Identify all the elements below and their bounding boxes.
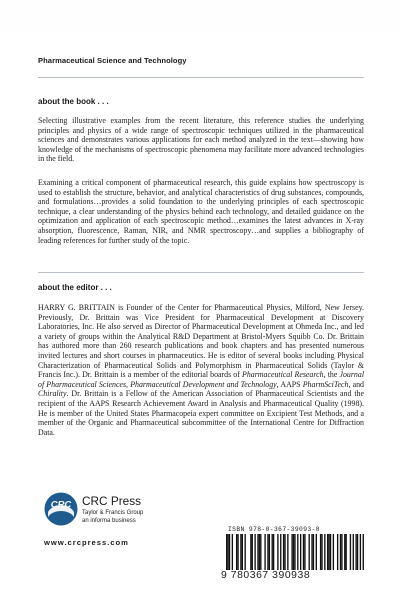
barcode-bar-26: [293, 534, 294, 570]
about-book-paragraph-1: Selecting illustrative examples from the recent literature, this reference studies the underlying principles and physics of a wide range of spectroscopic techniques utilized in the pharmaceutical sciences and demonstrates various applications for each method analyzed in the text—showing how knowledge of the mechanisms of spectroscopic phenomena may facilitate more advanced technologies in the field.: [38, 116, 364, 164]
barcode-bar-41: [330, 534, 331, 570]
barcode-bar-34: [313, 534, 314, 570]
barcode-bar-39: [327, 534, 328, 570]
barcode-bar-40: [328, 534, 329, 570]
barcode-bar-18: [272, 534, 273, 570]
divider-middle: [38, 272, 364, 273]
about-editor-heading: about the editor . . .: [38, 283, 112, 292]
barcode-bar-16: [267, 534, 268, 570]
barcode-bar-35: [316, 534, 317, 570]
publisher-website: www.crcpress.com: [44, 538, 129, 547]
barcode-bar-8: [244, 534, 245, 570]
barcode-bar-31: [304, 534, 305, 570]
editor-bio-sep-2: ,: [126, 379, 131, 389]
crc-logo-text: CRC: [50, 499, 72, 511]
barcode-bar-32: [309, 534, 310, 570]
journal-pharm-research: Pharmaceutical Research: [242, 370, 324, 380]
editor-bio-sep-3: , AAPS: [276, 379, 303, 389]
publisher-group: Taylor & Francis Group: [82, 510, 144, 516]
barcode-bar-0: [226, 534, 227, 570]
top-margin: [0, 0, 400, 30]
barcode-bar-38: [324, 534, 325, 570]
journal-pharm-sciences: Journal of Pharmaceutical Sciences: [38, 370, 365, 389]
barcode-bar-1: [227, 534, 228, 570]
editor-bio-part-a: HARRY G. BRITTAIN is Founder of the Center for Pharmaceutical Physics, Milford, New Jersey. Previously, Dr. Brittain was Vice President for Pharmaceutical Development at Discovery Laboratories, Inc. He also served as Director of Pharmaceutical Development at Ohmeda Inc., and led a variety of groups within the Analytical R&D Department at Bristol-Myers Squibb Co. Dr. Brittain has authored more than 260 research publications and book chapters and has presented numerous invited lectures and short courses in pharmaceutics. He is editor of several books including Physical Characterization of Pharmaceutical Solids and Polymorphism in Pharmaceutical Solids (Taylor & Francis Inc.). Dr. Brittain is a member of the editorial boards of: [38, 303, 364, 380]
barcode-bar-42: [333, 534, 334, 570]
barcode-bar-14: [260, 534, 261, 570]
about-editor-paragraph: [38, 303, 364, 437]
barcode-bar-24: [287, 534, 288, 570]
barcode-bar-20: [277, 534, 278, 570]
about-book-heading: about the book . . .: [38, 97, 109, 106]
journal-pharm-dev-tech: Pharmaceutical Development and Technology: [130, 379, 277, 389]
barcode-bar-53: [363, 534, 364, 570]
barcode-bar-51: [357, 534, 358, 570]
barcode-bar-47: [346, 534, 347, 570]
barcode-bar-9: [250, 534, 251, 570]
journal-chirality: Chirality: [38, 389, 67, 399]
barcode-bar-21: [280, 534, 281, 570]
isbn-label: ISBN 978-0-367-39093-8: [228, 526, 320, 533]
barcode-bar-52: [360, 534, 361, 570]
barcode-number: 9 780367 390938: [221, 570, 311, 581]
about-book-paragraph-2: Examining a critical component of pharmaceutical research, this guide explains how spectroscopy is used to establish the structure, behavior, and analytical characteristics of drug substances, compounds, and formulations…provides a solid foundation to the underlying principles of each spectroscopic technique, a clear understanding of the physics behind each technology, and detailed guidance on the optimization and application of each spectroscopic method…examines the latest advances in X-ray absorption, fluorescence, Raman, NIR, and NMR spectroscopy…and supplies a bibliography of leading references for further study of the topic.: [38, 178, 364, 245]
barcode-bar-17: [269, 534, 270, 570]
barcode-bar-27: [294, 534, 295, 570]
barcode-bar-36: [320, 534, 321, 570]
barcode-bar-44: [340, 534, 341, 570]
barcode-bar-12: [257, 534, 258, 570]
barcode-bar-4: [236, 534, 237, 570]
publisher-tagline: an informa business: [82, 518, 136, 524]
barcode: [226, 534, 364, 570]
barcode-bar-45: [341, 534, 342, 570]
barcode-bar-2: [229, 534, 230, 570]
barcode-bar-30: [303, 534, 304, 570]
crc-logo-icon: [44, 492, 78, 526]
barcode-bar-3: [232, 534, 233, 570]
barcode-bar-43: [337, 534, 338, 570]
barcode-bar-15: [264, 534, 265, 570]
barcode-bar-13: [259, 534, 260, 570]
barcode-bar-50: [355, 534, 356, 570]
barcode-bar-7: [242, 534, 243, 570]
barcode-bar-46: [344, 534, 345, 570]
barcode-bars: [226, 534, 364, 570]
journal-pharmscitech: PharmSciTech: [302, 379, 349, 389]
editor-bio-sep-1: , the: [323, 370, 340, 380]
editor-bio-part-b: . Dr. Brittain is a Fellow of the American Association of Pharmaceutical Scientists and the recipient of the AAPS Research Achievement Award in Analysis and Pharmaceutical Quality (1998). He is member of the United States Pharmacopeia expert committee on Excipient Test Methods, and a member of the Organic and Pharmaceutical subcommittee of the International Centre for Diffraction Data.: [38, 389, 364, 437]
series-title: Pharmaceutical Science and Technology: [38, 56, 187, 65]
barcode-bar-29: [300, 534, 301, 570]
barcode-bar-23: [284, 534, 285, 570]
divider-top: [38, 77, 364, 78]
barcode-bar-48: [350, 534, 351, 570]
barcode-bar-11: [254, 534, 255, 570]
barcode-bar-28: [297, 534, 298, 570]
barcode-bar-22: [283, 534, 284, 570]
barcode-bar-33: [311, 534, 312, 570]
barcode-bar-19: [273, 534, 274, 570]
barcode-bar-5: [237, 534, 238, 570]
editor-bio-sep-4: , and: [348, 379, 365, 389]
barcode-bar-10: [252, 534, 253, 570]
publisher-name: CRC Press: [82, 494, 141, 508]
barcode-bar-37: [321, 534, 322, 570]
barcode-bar-25: [291, 534, 292, 570]
barcode-bar-49: [353, 534, 354, 570]
barcode-bar-6: [240, 534, 241, 570]
